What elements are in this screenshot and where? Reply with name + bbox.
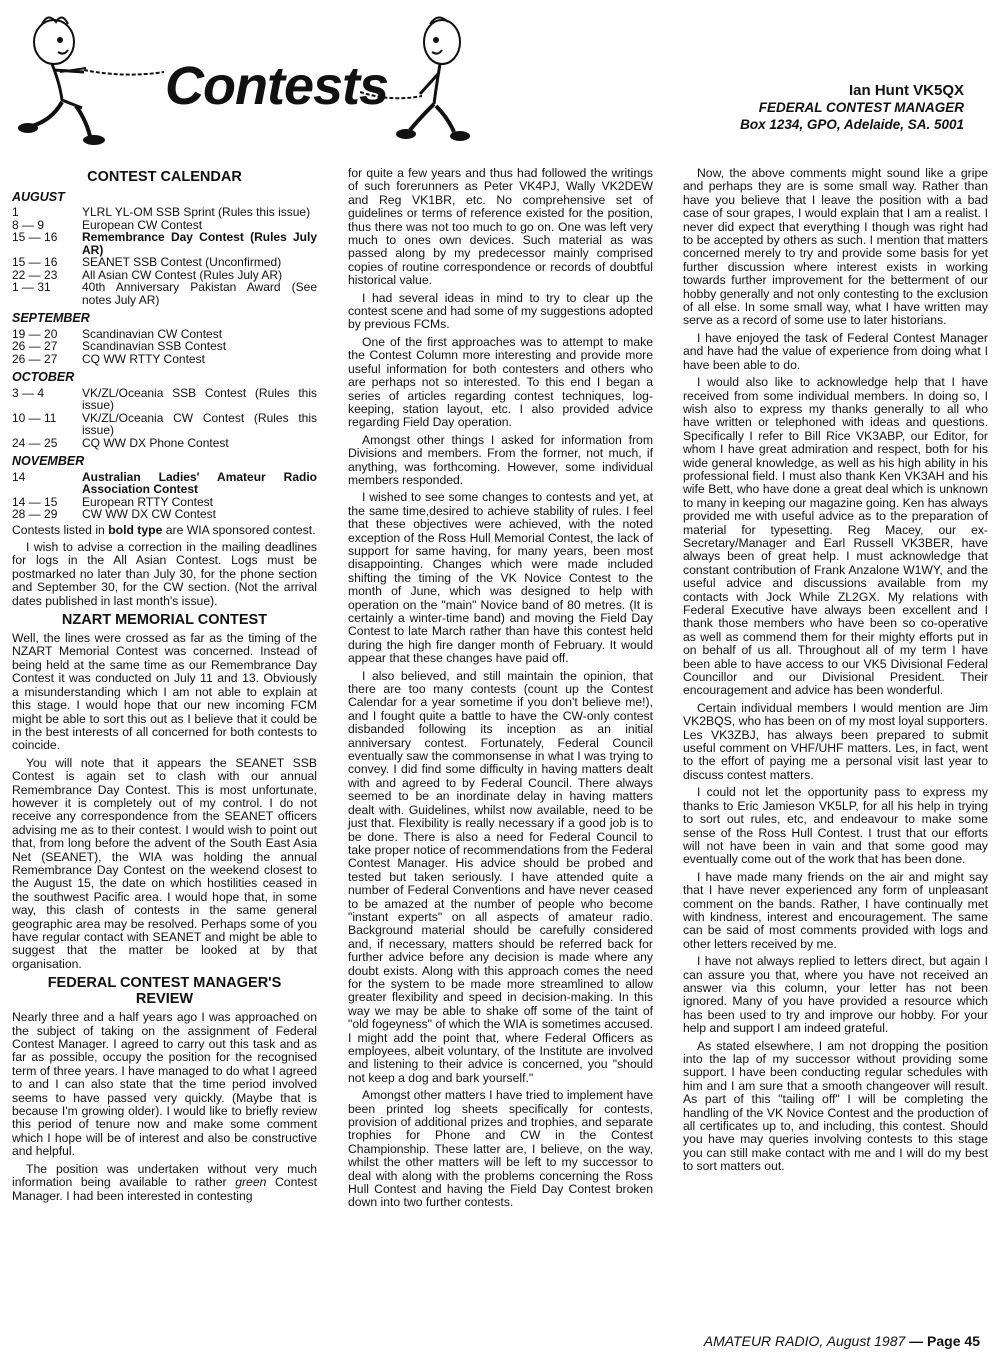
event-name: Scandinavian SSB Contest: [82, 339, 227, 354]
bold-type-note: Contests listed in bold type are WIA sponsored contest.: [12, 522, 316, 537]
contest-calendar: [12, 191, 317, 521]
calendar-month-table: [12, 328, 317, 366]
calendar-month-table: [12, 387, 317, 450]
event-dates: 14: [12, 469, 26, 484]
col3-paragraph: As stated elsewhere, I am not dropping the position into the lap of my successor without providing some support. I have been conducting regular schedules with him and I am sure that a smooth changeover will result. As part of this "tailing off" I will be completing the handling of the VK Novice Contest and the production of all certificates up to, and including, this contest. Should you have may queries involving contests to this stage you can still make contact with me and I will do my best to sort matters out.: [683, 1038, 988, 1174]
column-3: [683, 167, 988, 1178]
column-1: [12, 167, 317, 1207]
event-dates: 26 — 27: [12, 351, 58, 366]
col3-paragraph: I have enjoyed the task of Federal Contest Manager and have had the value of experience from doing what I have been able to do.: [683, 330, 988, 372]
nzart-heading: NZART MEMORIAL CONTEST: [61, 612, 268, 629]
calendar-event-row: [12, 508, 317, 521]
author-name: Ian Hunt VK5QX: [848, 82, 964, 99]
page-number: — Page 45: [909, 1333, 980, 1349]
event-name: CW WW DX CW Contest: [82, 507, 216, 522]
calendar-event-row: [12, 387, 317, 412]
event-name: SEANET SSB Contest (Unconfirmed): [82, 255, 282, 270]
tug-of-war-cartoon-right-icon: [360, 10, 480, 150]
col2-paragraph: One of the first approaches was to attempt to make the Contest Column more interesting and provide more useful information for both contesters and others who are perhaps not so interested. To this end I began a series of articles regarding contest techniques, log-keeping, station layout, etc. I also provided advice regarding Field Day operation.: [348, 334, 653, 430]
event-dates: 10 — 11: [12, 410, 57, 425]
column-2: [348, 167, 653, 1214]
calendar-month-table: [12, 206, 317, 306]
correction-paragraph: I wish to advise a correction in the mailing deadlines for logs in the All Asian Contest. Logs must be postmarked no later than July 30, for the phone section and September 30, for the CW section. (Not the arrival dates published in last month's issue).: [12, 540, 317, 608]
col2-paragraph: Amongst other matters I have tried to implement have been printed log sheets specifically for contests, provision of additional prizes and trophies, and separate trophies for Phone and CW in the Contest Championship. These latter are, I believe, on the way, whilst the other matters will be left to my successor to deal with along with the problems concerning the Ross Hull Contest and having the Field Day Contest broken down into two further contests.: [348, 1088, 653, 1210]
event-dates: 14 — 15: [12, 494, 58, 509]
event-dates: 26 — 27: [12, 339, 58, 354]
col3-paragraph: Now, the above comments might sound like a gripe and perhaps they are is some small way. Rather than have you believe that I leave the position with a bad case of sour grapes, I would explain that I am a realist. I never did expect that everything I though was right had to be accepted by others as such. I mention that matters concerned merely to try and provide some basis for yet further discussion where interest exists in working towards further improvement for the betterment of our hobby generally and not only contesting to the exclusion of all else. In some small way, what I have written may serve as a record of some use to later historians.: [683, 166, 988, 328]
event-name: Remembrance Day Contest (Rules July AR): [82, 230, 317, 257]
col3-paragraph: I have made many friends on the air and might say that I have never experienced any form of unpleasant comment on the bands. Rather, I have continually met with kindness, interest and encouragement. The same can be said of most comments provided with logs and other letters received by me.: [683, 869, 988, 951]
col2-paragraph: I had several ideas in mind to try to clear up the contest scene and had some of my suggestions adopted by previous FCMs.: [348, 290, 653, 332]
author-role: FEDERAL CONTEST MANAGER: [758, 100, 964, 115]
col3-paragraph: I have not always replied to letters direct, but again I can assure you that, where you have not received an answer via this column, your letter has not been ignored. Many of you have provided a resource which has been used to try and improve our hobby. For your help and support I am indeed grateful.: [683, 954, 988, 1036]
event-name: All Asian CW Contest (Rules July AR): [82, 267, 283, 282]
event-dates: 3 — 4: [12, 385, 45, 400]
col2-paragraph: for quite a few years and thus had followed the writings of such forerunners as Peter VK4PJ, Wally VK2DEW and Reg VK1BR, etc. No comprehensive set of guidelines or terms of reference existed for the position, thus there was not too much to go on. One was left very much to ones own devices. Such material as was passed along by my predecessor mainly comprised copies of routine correspondence or records of doubtful historical value.: [348, 166, 653, 288]
event-name: VK/ZL/Oceania SSB Contest (Rules this issue): [82, 385, 317, 413]
calendar-heading: CONTEST CALENDAR: [87, 169, 242, 185]
event-dates: 19 — 20: [12, 326, 58, 341]
author-block: [740, 82, 964, 133]
publication-name: AMATEUR RADIO, August 1987: [703, 1333, 906, 1349]
page-header: [0, 0, 1000, 160]
nzart-paragraph-1: Well, the lines were crossed as far as the timing of the NZART Memorial Contest was concerned. Instead of being held at the same time as our Remembrance Day Contest it was conducted on July 11 and 13. Obviously a misunderstanding which I am not able to explain at this stage. I would hope that our new incoming FCM might be able to sort this out as I believe that it could be in the best interests of all concerned for both contests to coincide.: [12, 631, 317, 753]
page-footer: [704, 1333, 980, 1349]
calendar-month-table: [12, 471, 317, 521]
event-dates: 15 — 16: [12, 230, 58, 245]
event-dates: 24 — 25: [12, 435, 58, 450]
event-name: Scandinavian CW Contest: [82, 326, 223, 341]
col2-paragraph: I also believed, and still maintain the opinion, that there are too many contests (count up the Contest Calendar for a year sometime if you don't believe me!), and I fought quite a battle to have the CW-only contest disbanded following its inception as an initial anniversary contest. Fortunately, Federal Council eventually saw the commonsense in what I was trying to convey. I did find some difficulty in having matters dealt with and agreed to by Federal Council. There always seemed to be an inordinate delay in having matters dealt with. Guidelines, whilst now available, need to be just that. Flexibility is really necessary if a good job is to be done. There is also a need for Federal Council to take proper notice of recommendations from the Federal Contest Manager. His advice should be probed and tested but taken seriously. I have attended quite a number of Federal Conventions and have never ceased to be amazed at the number of people who become "instant experts" on all aspects of amateur radio. Background material should be carefully considered and, if necessary, matters should be referred back for further advice before any decision is made where any doubt exists. Along with this approach comes the need for the system to be made more streamlined to allow greater flexibility and speed in decision-making. In this way we may be able to shake off some of the taint of "old fogeyness" of which the WIA is sometimes accused. I might add the point that, where Federal Officers as employees, albeit voluntary, of the Institute are involved and listening to their advice is concerned, you "should not keep a dog and bark yourself.": [348, 668, 653, 1085]
section-title: Contests: [165, 56, 389, 116]
calendar-event-row: [12, 353, 317, 366]
col3-paragraph: I could not let the opportunity pass to express my thanks to Eric Jamieson VK5LP, for all his help in trying to sort out rules, etc, and endeavour to make some sense of the Ross Hull Contest. I trust that our efforts will not have been in vain and that some good may eventually come out of the work that has been done.: [683, 785, 988, 867]
review-paragraph-1: Nearly three and a half years ago I was approached on the subject of taking on the assignment of Federal Contest Manager. I agreed to carry out this task and as far as possible, occupy the position for the recognised term of three years. I have managed to do what I agreed to and I can also state that the time period involved seems to have passed very quickly. (Maybe that is because I'm growing older). I would like to briefly review this period of tenure now and make some comment which I hope will be of interest and also be constructive and helpful.: [12, 1010, 317, 1159]
calendar-event-row: [12, 412, 317, 437]
event-name: YLRL YL-OM SSB Sprint (Rules this issue): [82, 205, 311, 220]
calendar-event-row: [12, 437, 317, 450]
event-dates: 1: [12, 205, 19, 220]
event-dates: 22 — 23: [12, 267, 58, 282]
col2-paragraph: Amongst other things I asked for information from Divisions and members. From the former, not much, if anything, was forthcoming. However, some individual members responded.: [348, 432, 653, 487]
review-paragraph-2: The position was undertaken without very much information being available to rather green Contest Manager. I had been interested in contesting: [12, 1161, 317, 1203]
calendar-month-heading: OCTOBER: [12, 370, 75, 385]
calendar-event-row: [12, 231, 317, 256]
author-address: Box 1234, GPO, Adelaide, SA. 5001: [740, 117, 964, 132]
col2-paragraph: I wished to see some changes to contests and yet, at the same time,desired to achieve stability of rules. I feel that these objectives were achieved, with the noted exception of the Ross Hull Memorial Contest, the lack of support for same having, for many years, been most disappointing. Changes which were made included shifting the timing of the VK Novice Contest to the month of June, which was designed to help with operation on the "main" Novice band of 80 metres. (It is certainly a winter-time band) and moving the Field Day Contest to late March rather than have this contest held during the high fire danger month of February. It would appear that these changes have paid off.: [348, 490, 653, 666]
event-name: VK/ZL/Oceania CW Contest (Rules this issue): [82, 410, 317, 438]
tug-of-war-cartoon-left-icon: [14, 10, 164, 150]
event-name: CQ WW RTTY Contest: [82, 351, 205, 366]
calendar-event-row: [12, 281, 317, 306]
event-name: European CW Contest: [82, 217, 203, 232]
calendar-month-heading: AUGUST: [12, 190, 65, 204]
calendar-month-heading: NOVEMBER: [12, 454, 85, 469]
calendar-event-row: [12, 471, 317, 496]
event-name: European RTTY Contest: [82, 494, 213, 509]
event-dates: 8 — 9: [12, 217, 45, 232]
event-name: CQ WW DX Phone Contest: [82, 435, 229, 450]
calendar-event-row: [12, 340, 317, 353]
nzart-paragraph-2: You will note that it appears the SEANET SSB Contest is again set to clash with our annual Remembrance Day Contest. This is most unfortunate, however it is completely out of my control. I do not receive any correspondence from the SEANET officers advising me as to their contest. I would wish to point out that, from long before the advent of the South East Asia Net (SEANET), the WIA was holding the annual Remembrance Day Contest on the weekend closest to the August 15, the date on which hostilities ceased in the southwest Pacific area. I would hope that, in some way, this clash of contests in the same general geographic area may be resolved. Perhaps some of you have regular contact with SEANET and might be able to suggest that the matter be looked at by that organisation.: [12, 755, 317, 971]
event-dates: 28 — 29: [12, 507, 58, 522]
col3-paragraph: Certain individual members I would mention are Jim VK2BQS, who has been on of my most loyal supporters. Les VK3ZBJ, has always been prepared to submit useful comment on VHF/UHF matters. Les, in fact, went to the effort of paying me a personal visit last year to discuss contest matters.: [683, 700, 988, 782]
col3-paragraph: I would also like to acknowledge help that I have received from some individual members. In doing so, I wish also to express my thanks generally to all who have written or telephoned with ideas and questions. Specifically I refer to Bill Rice VK3ABP, our Editor, for whom I have great admiration and respect, both for his wide general knowledge, as well as his high ability in his professional field. I must also thank Ken VK3AH and his wife Bett, who have done a great deal which is unknown to many in keeping our magazine going. Ken has always provided me with useful advice as to the preparation of material for typesetting. Reg Macey, our ex-Secretary/Manager and Earl Russell VK3BER, have always been of great help. I must acknowledge that constant contribution of Frank Anzalone W1WY, and the useful advice and discussions available from my contacts with Jock While ZL2GX. My relations with Federal Executive have always been excellent and I thank those members who have been so co-operative as well as commend them for their mighty efforts put in on behalf of us all. Throughout all of my term I have been able to have access to our VK5 Divisional Federal Councillor and our Divisional President. Their encouragement and advice has been wonderful.: [683, 375, 988, 698]
review-heading: FEDERAL CONTEST MANAGER'S REVIEW: [47, 975, 282, 1008]
event-name: 40th Anniversary Pakistan Award (See notes July AR): [82, 280, 317, 307]
event-name: Australian Ladies' Amateur Radio Association Contest: [82, 469, 317, 497]
event-dates: 15 — 16: [12, 255, 58, 270]
calendar-month-heading: SEPTEMBER: [12, 311, 90, 326]
event-dates: 1 — 31: [12, 280, 51, 295]
